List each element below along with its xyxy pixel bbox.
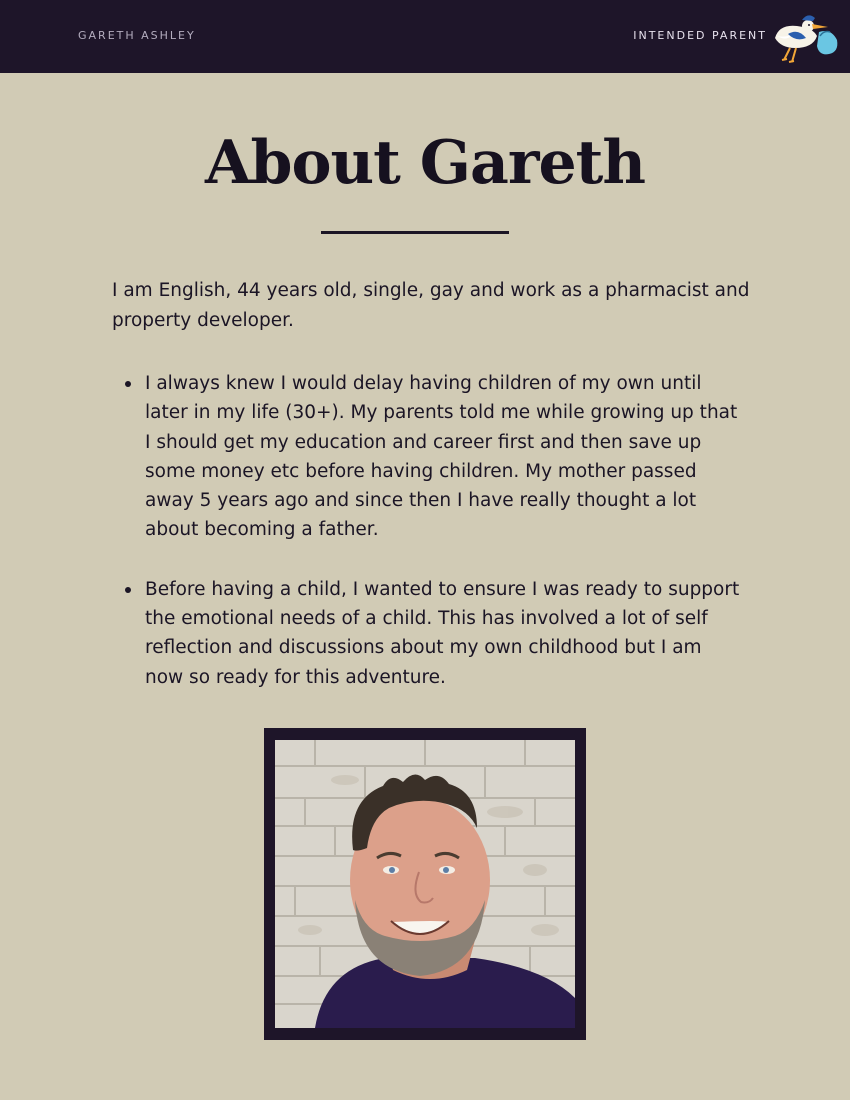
- role-label: INTENDED PARENT: [633, 29, 767, 42]
- top-bar: [0, 0, 850, 73]
- list-item-text: Before having a child, I wanted to ensure I was ready to support the emotional needs of a child. This has involved a lot of self reflection and discussions about my own childhood but I am now so ready for this adventure.: [145, 578, 740, 688]
- profile-photo: [275, 740, 575, 1028]
- list-item: [145, 575, 745, 692]
- bullet-icon: [125, 587, 131, 593]
- intro-paragraph: I am English, 44 years old, single, gay and work as a pharmacist and property developer.: [112, 280, 750, 331]
- bullet-icon: [125, 381, 131, 387]
- page-title: About Gareth: [205, 128, 645, 198]
- photo-frame: [264, 728, 586, 1040]
- title-divider: [321, 231, 509, 234]
- author-name: GARETH ASHLEY: [78, 29, 196, 42]
- list-item-text: I always knew I would delay having children of my own until later in my life (30+). My parents told me while growing up that I should get my education and career first and then save up some money etc before having children. My mother passed away 5 years ago and since then I have really thought a lot about becoming a father.: [145, 373, 738, 541]
- stork-icon: [770, 12, 842, 66]
- about-list: [145, 369, 745, 722]
- list-item: [145, 369, 745, 545]
